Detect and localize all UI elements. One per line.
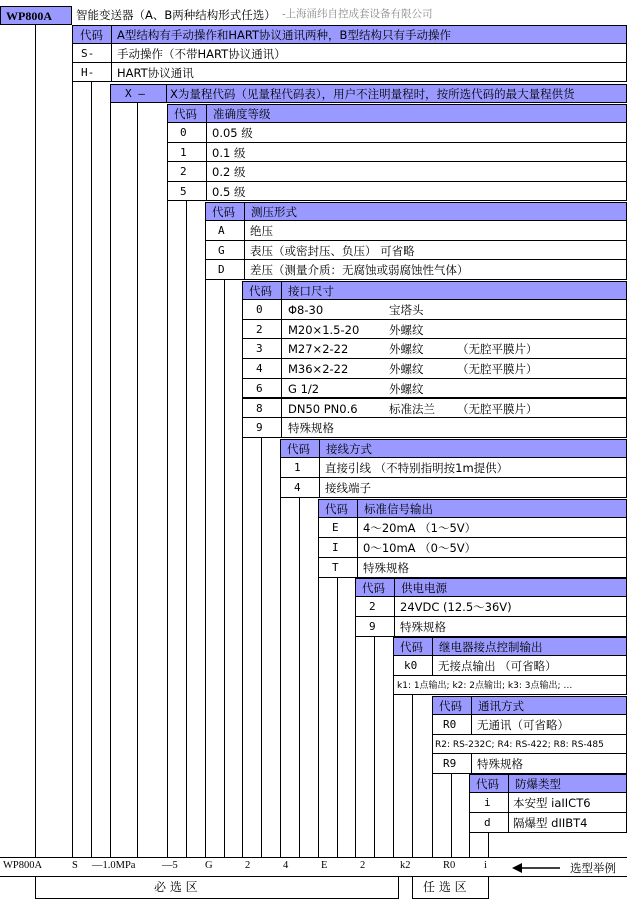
connection-row-code: 4 <box>242 358 282 379</box>
connection-type: 宝塔头 <box>389 303 424 317</box>
connection-row-code: 0 <box>242 299 282 320</box>
relay-row-code: k0 <box>393 655 433 676</box>
signal-header-desc: 标准信号输出 <box>357 499 627 518</box>
power-header-desc: 供电电源 <box>394 578 627 597</box>
connection-type: 外螺纹 <box>389 362 424 377</box>
connector-line <box>432 773 433 857</box>
example-part: G <box>205 860 213 871</box>
comm-row-desc: 无通讯（可省略） <box>471 714 627 735</box>
pressure-row-code: A <box>205 220 245 241</box>
signal-row-code: E <box>318 517 358 538</box>
connector-line <box>205 280 206 857</box>
example-part: 2 <box>360 860 366 871</box>
example-part: 2 <box>245 860 251 871</box>
power-row-code: 2 <box>355 596 395 617</box>
accuracy-row-code: 2 <box>167 161 207 182</box>
connector-line <box>451 773 452 857</box>
accuracy-row-code: 5 <box>167 181 207 202</box>
connector-line <box>469 833 470 857</box>
power-row-code: 9 <box>355 616 395 637</box>
connector-line <box>261 438 262 857</box>
explosion-header-desc: 防爆类型 <box>508 774 627 793</box>
wiring-row-code: 4 <box>280 477 320 498</box>
signal-header-code: 代码 <box>318 499 358 518</box>
accuracy-header-code: 代码 <box>167 104 207 123</box>
connector-line <box>488 833 489 857</box>
connection-type: 外螺纹 <box>389 322 424 337</box>
example-part: 4 <box>283 860 289 871</box>
connection-row-code: 6 <box>242 378 282 399</box>
example-part: —5 <box>162 860 178 871</box>
connection-spec: G 1/2 <box>288 381 320 396</box>
comm-header-desc: 通讯方式 <box>471 696 627 715</box>
connector-line <box>374 636 375 857</box>
connection-type: 外螺纹 <box>389 381 424 396</box>
explosion-row-desc: 本安型 iaIICT6 <box>508 792 627 813</box>
connection-row-code: 2 <box>242 319 282 340</box>
arrow-left-icon <box>512 862 560 874</box>
accuracy-row-desc: 0.5 级 <box>206 181 627 202</box>
comm-row-code: R0 <box>432 714 472 735</box>
structure-header-code: 代码 <box>72 25 112 44</box>
title-row <box>0 6 627 25</box>
example-part: —1.0MPa <box>92 860 136 871</box>
connector-line <box>35 25 36 857</box>
accuracy-header-desc: 准确度等级 <box>206 104 627 123</box>
comm-note: R2: RS-232C; R4: RS-422; R8: RS-485 <box>432 734 627 754</box>
required-zone-bracket <box>35 877 399 899</box>
connection-row-code: 9 <box>242 417 282 438</box>
connector-line <box>299 498 300 857</box>
connection-note: （无腔平膜片） <box>457 362 538 377</box>
structure-row-desc: 手动操作（不带HART协议通讯） <box>111 43 627 63</box>
accuracy-row-code: 0 <box>167 122 207 143</box>
wiring-row-code: 1 <box>280 457 320 478</box>
pressure-row-desc: 差压（测量介质：无腐蚀或弱腐蚀性气体） <box>244 259 627 280</box>
connector-line <box>224 280 225 857</box>
accuracy-row-desc: 0.1 级 <box>206 142 627 163</box>
connector-line <box>137 103 138 857</box>
connector-line <box>393 695 394 857</box>
explosion-row-code: i <box>469 792 509 813</box>
connector-line <box>280 498 281 857</box>
connection-spec: M36×2-22 <box>288 362 349 377</box>
connection-row-code: 3 <box>242 338 282 359</box>
company-name: -上海涌纬自控成套设备有限公司 <box>282 9 433 20</box>
relay-header-code: 代码 <box>393 637 433 656</box>
pressure-row-code: G <box>205 240 245 261</box>
connection-row-desc <box>281 358 627 379</box>
connection-spec: Φ8-30 <box>288 303 324 317</box>
required-zone-label: 必 选 区 <box>154 880 198 894</box>
connection-type: 标准法兰 <box>389 401 435 416</box>
connector-line <box>242 438 243 857</box>
signal-row-desc: 0～10mA （0～5V） <box>357 537 627 558</box>
connection-row-desc <box>281 398 627 419</box>
signal-row-desc: 4～20mA （1～5V） <box>357 517 627 538</box>
connector-line <box>355 636 356 857</box>
wiring-header-code: 代码 <box>280 439 320 458</box>
example-arrow-label: 选型举例 <box>570 863 616 875</box>
connector-line <box>72 82 73 857</box>
example-part: WP800A <box>3 860 43 871</box>
optional-zone-label: 任 选 区 <box>423 880 467 894</box>
pressure-header-desc: 测压形式 <box>244 202 627 221</box>
connection-row-desc <box>281 417 627 438</box>
connection-row-desc <box>281 338 627 359</box>
structure-row-code: H- <box>72 62 112 82</box>
power-header-code: 代码 <box>355 578 395 597</box>
connection-note: （无腔平膜片） <box>457 401 538 416</box>
connection-spec: 特殊规格 <box>288 421 334 436</box>
comm-header-code: 代码 <box>432 696 472 715</box>
comm-row-desc: 特殊规格 <box>471 753 627 774</box>
connection-header-code: 代码 <box>242 281 282 300</box>
relay-row-desc: 无接点输出 （可省略） <box>432 655 627 676</box>
model-cell <box>0 6 72 25</box>
wiring-row-desc: 直接引线 （不特别指明按1m提供） <box>319 457 627 478</box>
connector-line <box>91 82 92 857</box>
pressure-row-desc: 表压（或密封压、负压） 可省略 <box>244 240 627 261</box>
connection-spec: M20×1.5-20 <box>288 322 360 337</box>
connector-line <box>110 103 111 857</box>
accuracy-row-code: 1 <box>167 142 207 163</box>
relay-header-desc: 继电器接点控制输出 <box>432 637 627 656</box>
product-title: 智能变送器（A、B两种结构形式任选） <box>76 8 276 22</box>
connector-line <box>412 695 413 857</box>
connector-line <box>318 577 319 857</box>
wiring-row-desc: 接线端子 <box>319 477 627 498</box>
relay-note: k1: 1点输出; k2: 2点输出; k3: 3点输出; … <box>393 675 627 695</box>
power-row-desc: 特殊规格 <box>394 616 627 637</box>
connection-spec: M27×2-22 <box>288 342 349 357</box>
structure-row-code: S- <box>72 43 112 63</box>
connection-spec: DN50 PN0.6 <box>288 401 358 416</box>
model-label: WP800A <box>6 9 52 23</box>
signal-row-desc: 特殊规格 <box>357 557 627 578</box>
explosion-row-desc: 隔爆型 dIIBT4 <box>508 812 627 833</box>
power-row-desc: 24VDC (12.5～36V) <box>394 596 627 617</box>
structure-header-desc: A型结构有手动操作和HART协议通讯两种，B型结构只有手动操作 <box>111 25 627 44</box>
connector-line <box>167 200 168 857</box>
connection-row-desc <box>281 378 627 399</box>
comm-row-code: R9 <box>432 753 472 774</box>
range-code: X — <box>110 84 167 103</box>
example-part: i <box>484 860 487 871</box>
connection-row-desc <box>281 299 627 320</box>
connector-line <box>337 577 338 857</box>
signal-row-code: T <box>318 557 358 578</box>
explosion-row-code: d <box>469 812 509 833</box>
range-desc: X为量程代码（见量程代码表），用户不注明量程时，按所选代码的最大量程供货 <box>166 84 627 103</box>
connection-header-desc: 接口尺寸 <box>281 281 627 300</box>
connection-note: （无腔平膜片） <box>457 342 538 357</box>
explosion-header-code: 代码 <box>469 774 509 793</box>
accuracy-row-desc: 0.2 级 <box>206 161 627 182</box>
connection-row-desc <box>281 319 627 340</box>
pressure-header-code: 代码 <box>205 202 245 221</box>
accuracy-row-desc: 0.05 级 <box>206 122 627 143</box>
pressure-row-code: D <box>205 259 245 280</box>
wiring-header-desc: 接线方式 <box>319 439 627 458</box>
structure-row-desc: HART协议通讯 <box>111 62 627 82</box>
connection-type: 外螺纹 <box>389 342 424 357</box>
connection-row-code: 8 <box>242 398 282 419</box>
example-part: E <box>321 860 328 871</box>
signal-row-code: I <box>318 537 358 558</box>
pressure-row-desc: 绝压 <box>244 220 627 241</box>
example-part: k2 <box>400 860 411 871</box>
example-part: S <box>72 860 78 871</box>
connector-line <box>186 200 187 857</box>
example-part: R0 <box>443 860 456 871</box>
